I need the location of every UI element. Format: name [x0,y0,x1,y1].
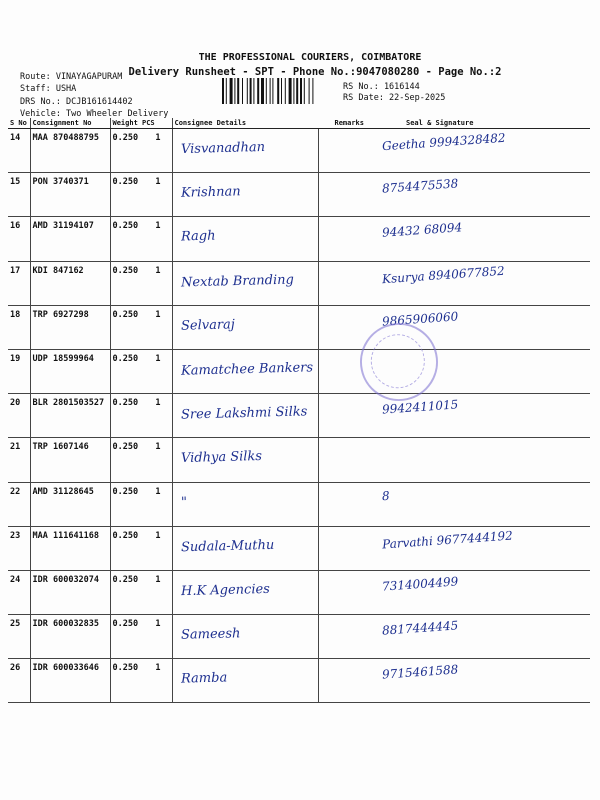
row-remarks [318,438,366,482]
handwritten-signature: Geetha 9994328482 [381,130,506,154]
row-pcs: 1 [155,663,161,674]
table-row [8,349,590,393]
row-sno: 20 [8,394,30,438]
row-consignee [172,526,318,570]
row-weight: 0.250 [112,221,139,232]
row-consignment-no: IDR 600032074 [30,570,110,614]
handwritten-signature: 9865906060 [381,309,459,329]
row-signature [366,482,590,526]
row-weight-pcs [110,129,172,173]
row-sno: 21 [8,438,30,482]
row-consignment-no: TRP 6927298 [30,305,110,349]
row-remarks [318,394,366,438]
row-sno: 15 [8,173,30,217]
handwritten-signature: 8754475538 [381,176,459,196]
handwritten-consignee-name: H.K Agencies [180,581,270,600]
row-sno: 19 [8,349,30,393]
row-pcs: 1 [155,398,161,409]
row-consignment-no: MAA 111641168 [30,526,110,570]
row-pcs: 1 [155,442,161,453]
row-remarks [318,615,366,659]
table-row [8,438,590,482]
row-consignee [172,129,318,173]
row-weight: 0.250 [112,177,139,188]
row-weight: 0.250 [112,663,139,674]
row-remarks [318,261,366,305]
handwritten-consignee-name: Ramba [180,670,227,687]
row-consignee [172,217,318,261]
row-pcs: 1 [155,221,161,232]
row-signature [366,129,590,173]
row-weight: 0.250 [112,619,139,630]
table-row [8,129,590,173]
row-weight: 0.250 [112,309,139,320]
col-header-remarks: Remarks [318,118,366,129]
handwritten-signature: 8817444445 [381,618,459,638]
handwritten-consignee-name: Sree Lakshmi Silks [180,404,308,423]
table-row [8,217,590,261]
row-consignment-no: UDP 18599964 [30,349,110,393]
row-pcs: 1 [155,265,161,276]
row-weight-pcs [110,482,172,526]
col-header-consignee: Consignee Details [172,118,318,129]
handwritten-consignee-name: " [180,494,187,510]
row-weight-pcs [110,173,172,217]
handwritten-signature: 7314004499 [381,574,459,594]
row-consignment-no: TRP 1607146 [30,438,110,482]
row-weight-pcs [110,615,172,659]
row-sno: 25 [8,615,30,659]
table-row [8,261,590,305]
handwritten-signature: 8 [381,488,391,503]
row-weight-pcs [110,438,172,482]
handwritten-consignee-name: Selvaraj [180,317,235,334]
row-consignee [172,173,318,217]
row-weight-pcs [110,394,172,438]
handwritten-signature: Parvathi 9677444192 [381,528,514,552]
row-remarks [318,217,366,261]
handwritten-consignee-name: Visvanadhan [180,139,265,158]
row-weight: 0.250 [112,133,139,143]
table-row [8,394,590,438]
row-consignment-no: MAA 870488795 [30,129,110,173]
row-consignee [172,482,318,526]
row-signature [366,173,590,217]
row-pcs: 1 [155,133,161,143]
row-sno: 16 [8,217,30,261]
row-sno: 22 [8,482,30,526]
row-weight: 0.250 [112,442,139,453]
row-weight: 0.250 [112,265,139,276]
row-weight: 0.250 [112,398,139,409]
table-row [8,526,590,570]
table-row [8,615,590,659]
row-remarks [318,305,366,349]
staff-label: Staff: USHA [20,84,77,94]
row-sno: 23 [8,526,30,570]
row-consignment-no: IDR 600032835 [30,615,110,659]
row-remarks [318,526,366,570]
row-pcs: 1 [155,619,161,630]
row-pcs: 1 [155,177,161,188]
row-pcs: 1 [155,309,161,320]
row-pcs: 1 [155,353,161,364]
handwritten-consignee-name: Kamatchee Bankers [180,360,313,379]
row-signature [366,217,590,261]
vehicle-label: Vehicle: Two Wheeler Delivery [20,109,169,119]
row-consignment-no: BLR 2801503527 [30,394,110,438]
handwritten-signature: 9715461588 [381,662,459,682]
col-header-consignment: Consignment No [30,118,110,129]
row-weight-pcs [110,526,172,570]
row-signature [366,526,590,570]
row-weight-pcs [110,659,172,703]
rs-number: RS No.: 1616144 [343,82,420,92]
row-remarks [318,482,366,526]
handwritten-consignee-name: Nextab Branding [180,272,294,291]
handwritten-consignee-name: Krishnan [180,184,241,201]
row-consignment-no: AMD 31128645 [30,482,110,526]
col-header-weight-pcs: Weight PCS [110,118,172,129]
row-consignee [172,305,318,349]
handwritten-signature: 94432 68094 [381,220,463,241]
row-weight-pcs [110,570,172,614]
row-remarks [318,570,366,614]
row-remarks [318,659,366,703]
row-sno: 14 [8,129,30,173]
table-row [8,305,590,349]
row-consignee [172,438,318,482]
row-remarks [318,173,366,217]
row-consignee [172,349,318,393]
row-signature [366,570,590,614]
route-label: Route: VINAYAGAPURAM [20,72,123,82]
row-sno: 17 [8,261,30,305]
rs-date: RS Date: 22-Sep-2025 [343,93,446,103]
row-remarks [318,349,366,393]
row-remarks [318,129,366,173]
row-consignment-no: KDI 847162 [30,261,110,305]
drs-number: DRS No.: DCJB161614402 [20,97,133,107]
row-signature [366,261,590,305]
row-weight-pcs [110,261,172,305]
row-sno: 24 [8,570,30,614]
company-title: THE PROFESSIONAL COURIERS, COIMBATORE [198,52,422,63]
row-consignment-no: AMD 31194107 [30,217,110,261]
row-weight: 0.250 [112,530,139,541]
table-row [8,659,590,703]
col-header-seal-signature: Seal & Signature [366,118,590,129]
row-consignee [172,394,318,438]
handwritten-signature: 9942411015 [381,397,459,417]
runsheet-subtitle: Delivery Runsheet - SPT - Phone No.:9047080280 - Page No.:2 [128,66,502,78]
row-weight-pcs [110,305,172,349]
row-consignee [172,659,318,703]
handwritten-signature: Ksurya 8940677852 [381,263,506,286]
row-signature [366,615,590,659]
row-sno: 26 [8,659,30,703]
table-header-row [8,118,590,129]
row-pcs: 1 [155,486,161,497]
row-pcs: 1 [155,530,161,541]
row-consignment-no: PON 3740371 [30,173,110,217]
row-weight-pcs [110,217,172,261]
row-signature [366,438,590,482]
row-consignee [172,615,318,659]
runsheet-table [8,118,590,703]
row-sno: 18 [8,305,30,349]
barcode-icon [222,78,338,104]
col-header-sno: S No [8,118,30,129]
row-consignee [172,261,318,305]
row-weight: 0.250 [112,353,139,364]
row-consignment-no: IDR 600033646 [30,659,110,703]
row-signature [366,659,590,703]
table-row [8,570,590,614]
row-weight-pcs [110,349,172,393]
handwritten-consignee-name: Sameesh [180,626,241,643]
row-pcs: 1 [155,574,161,585]
row-consignee [172,570,318,614]
handwritten-consignee-name: Vidhya Silks [180,449,262,467]
row-weight: 0.250 [112,486,139,497]
row-weight: 0.250 [112,574,139,585]
handwritten-consignee-name: Ragh [180,228,216,245]
table-row [8,173,590,217]
handwritten-consignee-name: Sudala-Muthu [180,537,274,555]
table-row [8,482,590,526]
